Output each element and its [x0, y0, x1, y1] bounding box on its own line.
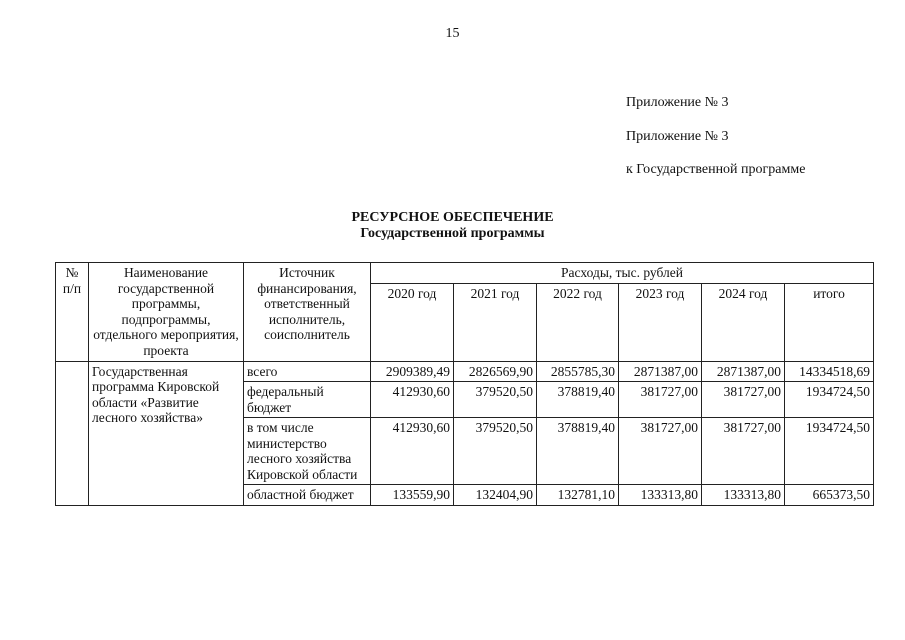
- value-cell: 381727,00: [702, 382, 785, 418]
- header-year-2020: 2020 год: [371, 283, 454, 361]
- appendix-line-3: к Государственной программе: [626, 162, 806, 177]
- title-main: РЕСУРСНОЕ ОБЕСПЕЧЕНИЕ: [351, 210, 554, 225]
- value-cell: 133559,90: [371, 485, 454, 506]
- resource-table: [55, 262, 874, 506]
- source-cell: всего: [244, 361, 371, 382]
- header-year-2023: 2023 год: [619, 283, 702, 361]
- value-cell: 2909389,49: [371, 361, 454, 382]
- appendix-line-2: Приложение № 3: [626, 129, 729, 144]
- value-cell: 132404,90: [454, 485, 537, 506]
- source-cell: областной бюджет: [244, 485, 371, 506]
- value-cell: 133313,80: [702, 485, 785, 506]
- source-cell: в том числе министерство лесного хозяйства Кировской области: [244, 418, 371, 485]
- value-cell: 381727,00: [702, 418, 785, 485]
- value-cell: 412930,60: [371, 382, 454, 418]
- document-title: [0, 210, 905, 242]
- total-cell: 14334518,69: [785, 361, 874, 382]
- page-number: 15: [445, 26, 460, 41]
- value-cell: 378819,40: [537, 418, 619, 485]
- value-cell: 379520,50: [454, 382, 537, 418]
- header-year-2024: 2024 год: [702, 283, 785, 361]
- program-name-cell: Государственная программа Кировской области «Развитие лесного хозяйства»: [89, 361, 244, 505]
- row-number-cell: [56, 361, 89, 505]
- value-cell: 378819,40: [537, 382, 619, 418]
- header-year-2022: 2022 год: [537, 283, 619, 361]
- title-sub: Государственной программы: [360, 226, 545, 241]
- source-cell: федеральный бюджет: [244, 382, 371, 418]
- value-cell: 2826569,90: [454, 361, 537, 382]
- total-cell: 1934724,50: [785, 418, 874, 485]
- header-name: Наименование государственной программы, подпрограммы, отдельного мероприятия, проекта: [89, 263, 244, 362]
- value-cell: 133313,80: [619, 485, 702, 506]
- header-source: Источник финансирования, ответственный исполнитель, соисполнитель: [244, 263, 371, 362]
- value-cell: 381727,00: [619, 418, 702, 485]
- header-row-1: [56, 263, 874, 284]
- table-row: [56, 361, 874, 382]
- total-cell: 1934724,50: [785, 382, 874, 418]
- header-num: № п/п: [56, 263, 89, 362]
- value-cell: 2871387,00: [619, 361, 702, 382]
- value-cell: 132781,10: [537, 485, 619, 506]
- value-cell: 381727,00: [619, 382, 702, 418]
- header-total: итого: [785, 283, 874, 361]
- header-year-2021: 2021 год: [454, 283, 537, 361]
- appendix-line-1: Приложение № 3: [626, 95, 729, 110]
- total-cell: 665373,50: [785, 485, 874, 506]
- value-cell: 2855785,30: [537, 361, 619, 382]
- header-expenses: Расходы, тыс. рублей: [371, 263, 874, 284]
- value-cell: 379520,50: [454, 418, 537, 485]
- value-cell: 2871387,00: [702, 361, 785, 382]
- value-cell: 412930,60: [371, 418, 454, 485]
